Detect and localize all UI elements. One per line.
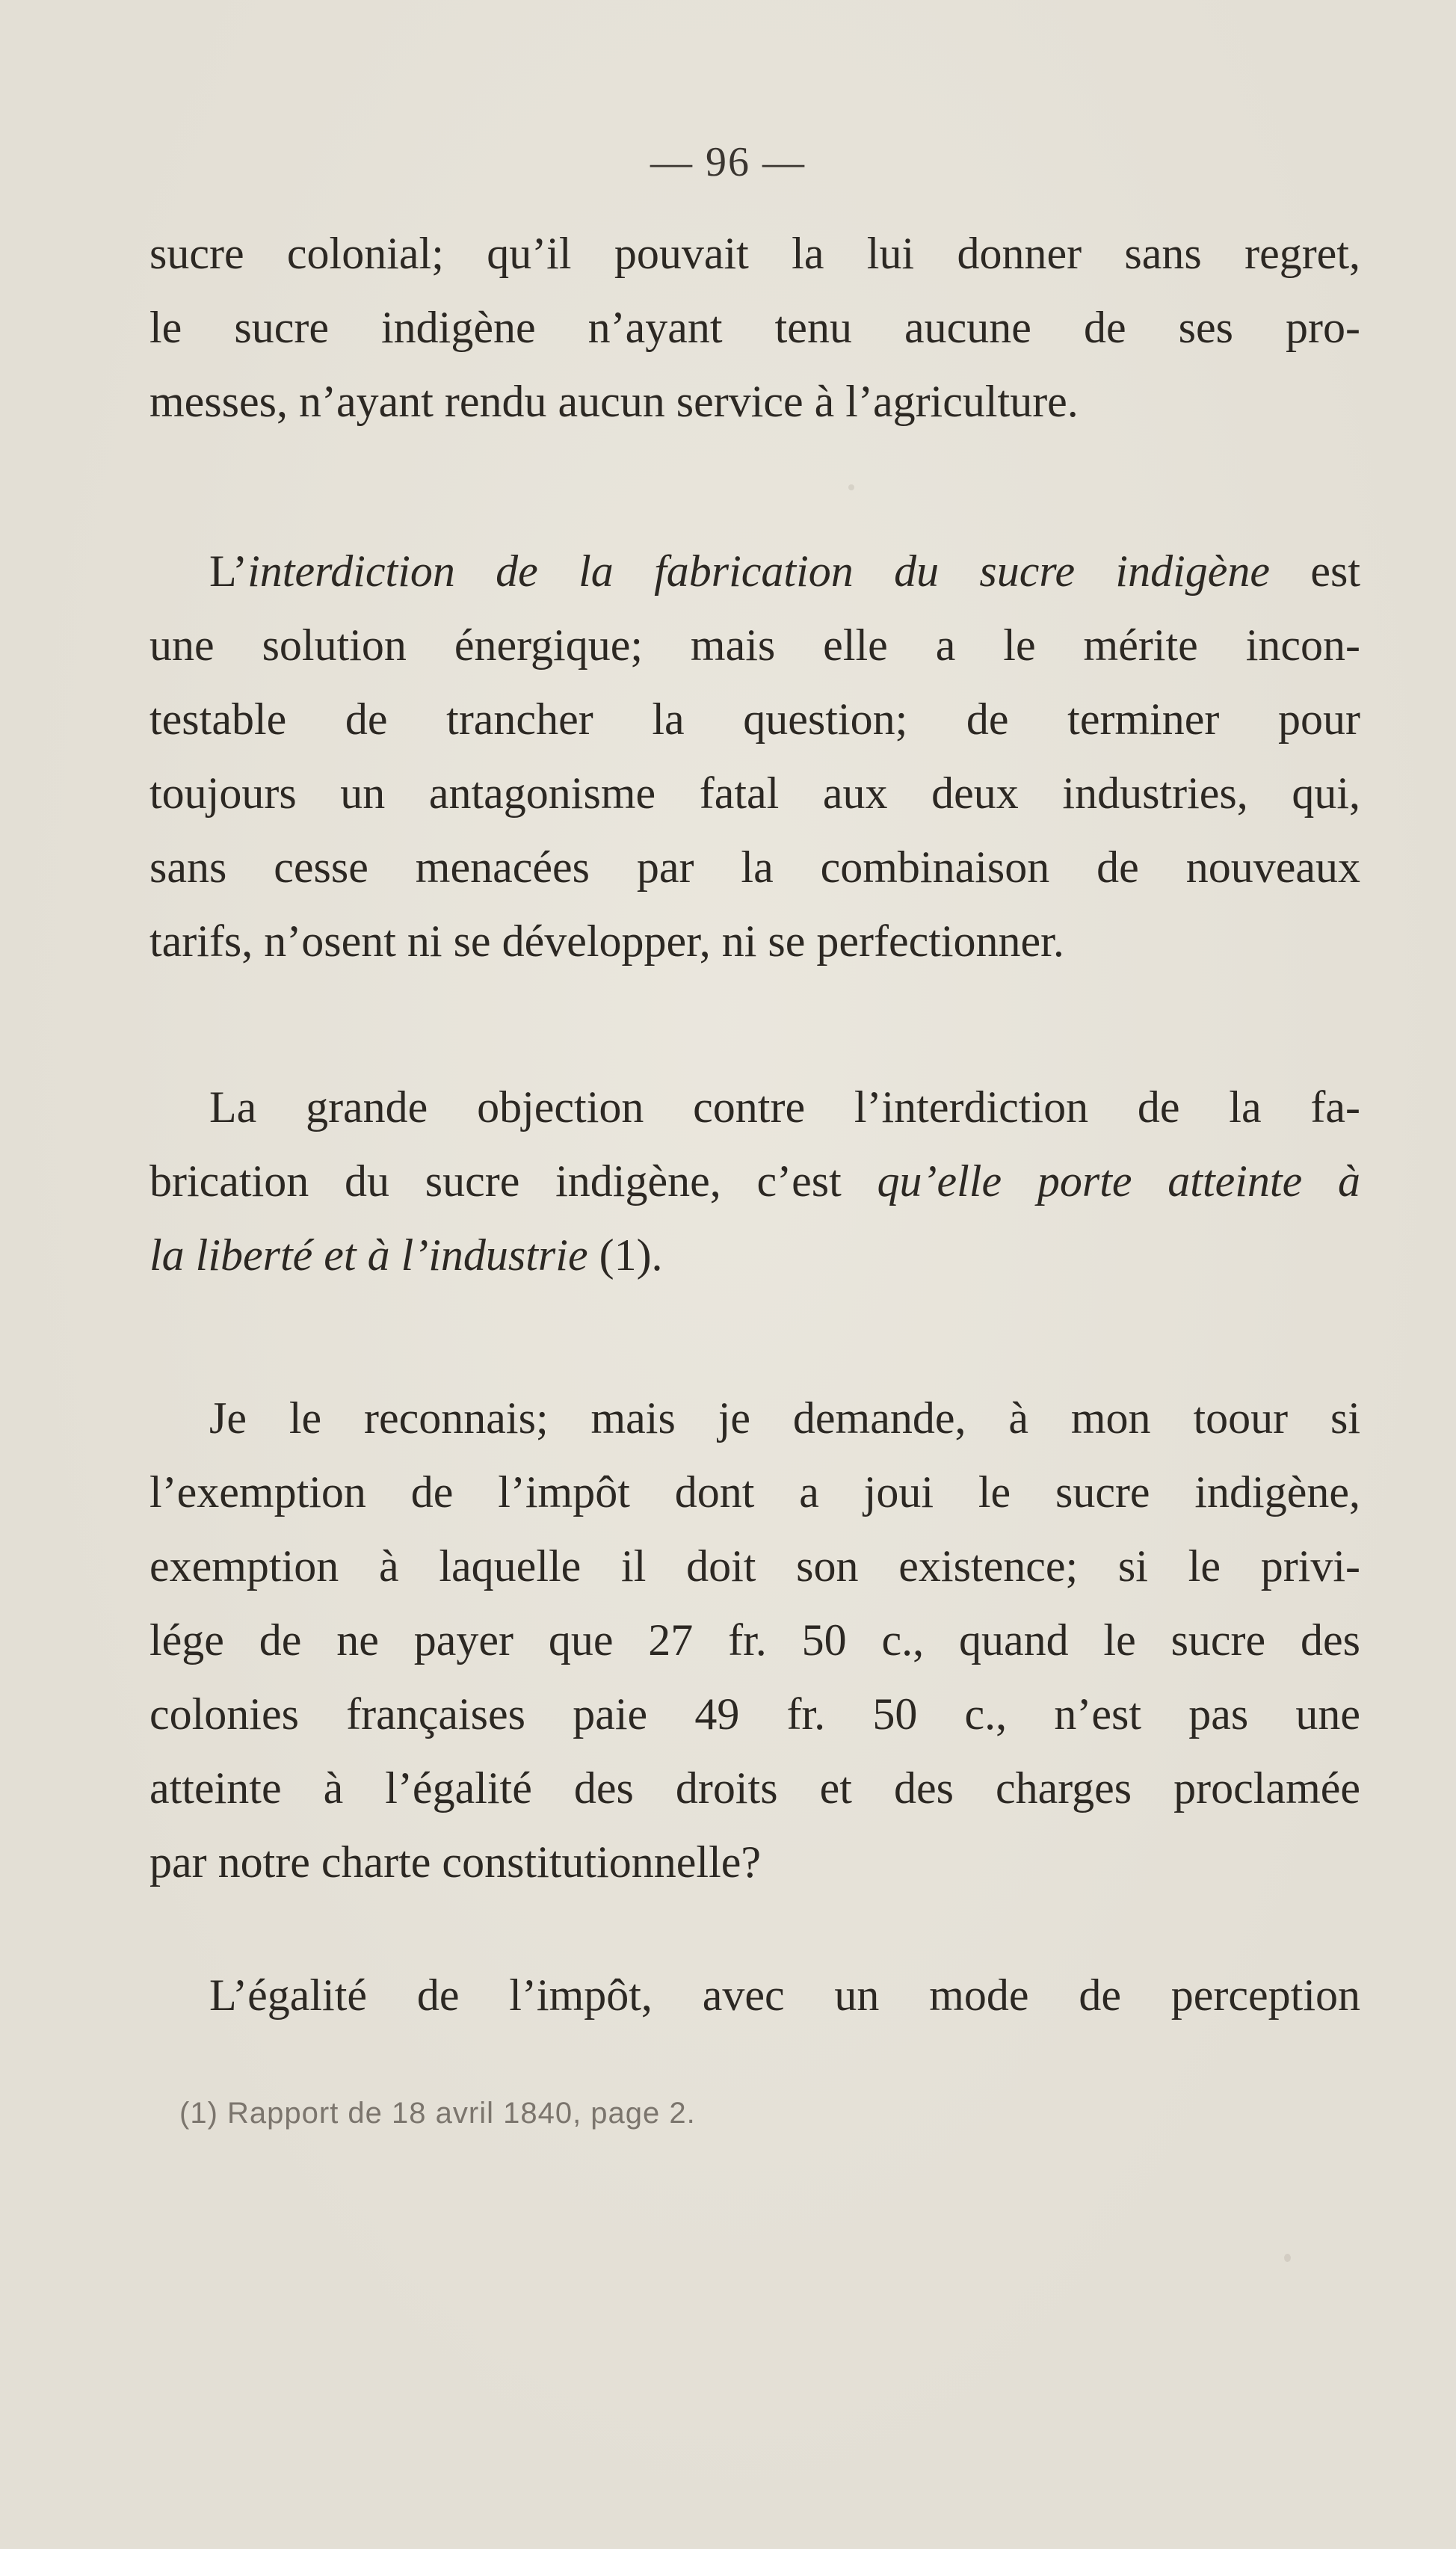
text-line: tarifs, n’osent ni se développer, ni se perfectionner. xyxy=(149,916,1064,966)
text-line: L’égalité de l’impôt, avec un mode de perception xyxy=(209,1970,1360,2020)
paper-speck xyxy=(1284,2254,1291,2262)
text-line: sans cesse menacées par la combinaison de nouveaux xyxy=(149,842,1360,892)
text-line: colonies françaises paie 49 fr. 50 c., n’est pas une xyxy=(149,1689,1360,1739)
text-fragment: brication du sucre indigène, c’est xyxy=(149,1156,877,1206)
footnote-reference: (1). xyxy=(587,1230,663,1280)
text-line: le sucre indigène n’ayant tenu aucune de ses pro- xyxy=(149,303,1360,352)
text-line: l’exemption de l’impôt dont a joui le sucre indigène, xyxy=(149,1467,1360,1517)
text-line: messes, n’ayant rendu aucun service à l’agriculture. xyxy=(149,377,1079,426)
text-fragment: est xyxy=(1270,546,1360,596)
footnote: (1) Rapport de 18 avril 1840, page 2. xyxy=(179,2097,696,2130)
text-line: lége de ne payer que 27 fr. 50 c., quand le sucre des xyxy=(149,1615,1360,1665)
paragraph-continuation xyxy=(149,217,1360,439)
paragraph-reconnais xyxy=(149,1381,1360,1899)
text-line xyxy=(149,1144,1360,1218)
text-line: atteinte à l’égalité des droits et des charges proclamée xyxy=(149,1763,1360,1813)
paragraph-interdiction xyxy=(149,534,1360,978)
text-line: testable de trancher la question; de terminer pour xyxy=(149,694,1360,744)
text-line: une solution énergique; mais elle a le mérite incon- xyxy=(149,620,1360,670)
text-line: Je le reconnais; mais je demande, à mon toour si xyxy=(209,1393,1360,1443)
page-number: — 96 — xyxy=(650,139,806,185)
italic-phrase: qu’elle porte atteinte à xyxy=(877,1156,1360,1206)
text-line: sucre colonial; qu’il pouvait la lui donner sans regret, xyxy=(149,229,1360,278)
italic-phrase: interdiction de la fabrication du sucre indigène xyxy=(247,546,1271,596)
text-line xyxy=(149,534,1360,608)
text-line xyxy=(149,1218,1360,1292)
text-line: La grande objection contre l’interdiction de la fa- xyxy=(209,1082,1360,1132)
paragraph-objection xyxy=(149,1070,1360,1292)
text-fragment: L’ xyxy=(209,546,248,596)
italic-phrase: la liberté et à l’industrie xyxy=(149,1230,588,1280)
paragraph-egalite xyxy=(149,1958,1360,2032)
text-line: exemption à laquelle il doit son existence; si le privi- xyxy=(149,1541,1360,1591)
text-line: par notre charte constitutionnelle? xyxy=(149,1837,761,1887)
paper-speck xyxy=(848,484,854,490)
text-line: toujours un antagonisme fatal aux deux industries, qui, xyxy=(149,768,1360,818)
